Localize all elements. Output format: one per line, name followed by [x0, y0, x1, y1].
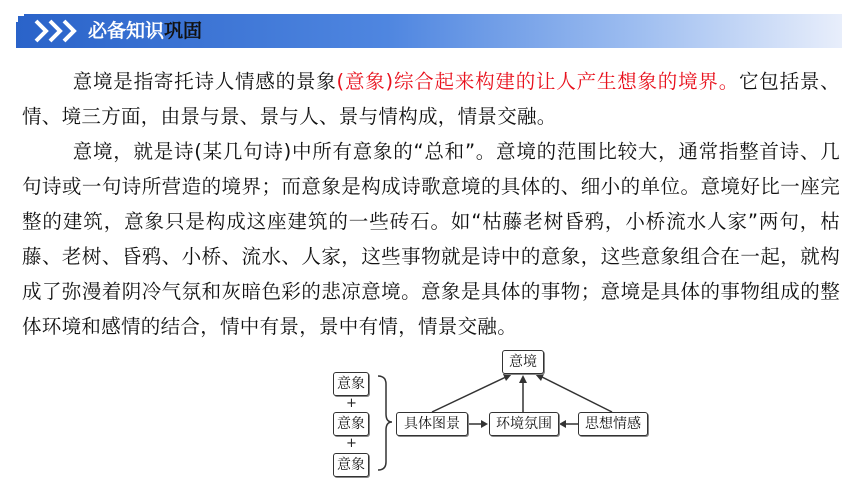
- image-box-1: 意象: [333, 372, 369, 396]
- atmosphere-box: 环境氛围: [489, 412, 559, 436]
- artistic-conception-box: 意境: [502, 350, 544, 374]
- concrete-scene-box: 具体图景: [396, 412, 468, 436]
- plus-sign-1: +: [346, 396, 357, 411]
- emotion-box: 思想情感: [578, 412, 648, 436]
- definition-highlight: (意象)综合起来构建的让人产生想象的境界。: [336, 70, 739, 93]
- plus-sign-2: +: [346, 436, 357, 451]
- image-box-3: 意象: [333, 453, 369, 477]
- paragraph-explanation: 意境，就是诗(某几句诗)中所有意象的“总和”。意境的范围比较大，通常指整首诗、几句诗或一句诗所营造的境界；而意象是构成诗歌意境的具体的、细小的单位。意境好比一座完整的建筑，意象只是构成这座建筑的一些砖石。如“枯藤老树昏鸦，小桥流水人家”两句，枯藤、老树、昏鸦、小桥、流水、人家，这些事物就是诗中的意象，这些意象组合在一起，就构成了弥漫着阴冷气氛和灰暗色彩的悲凉意境。意象是具体的事物；意境是具体的事物组成的整体环境和感情的结合，情中有景，景中有情，情景交融。: [22, 140, 840, 338]
- section-title-dark: 巩固: [164, 20, 203, 42]
- definition-text: 意境是指寄托诗人情感的景象: [72, 70, 337, 93]
- section-title-light: 必备知识: [88, 20, 165, 42]
- image-box-2: 意象: [333, 412, 369, 436]
- definition-text-end: 它包括景、情、境三方面，由景与景、景与人、景与情构成，情景交融。: [22, 70, 840, 128]
